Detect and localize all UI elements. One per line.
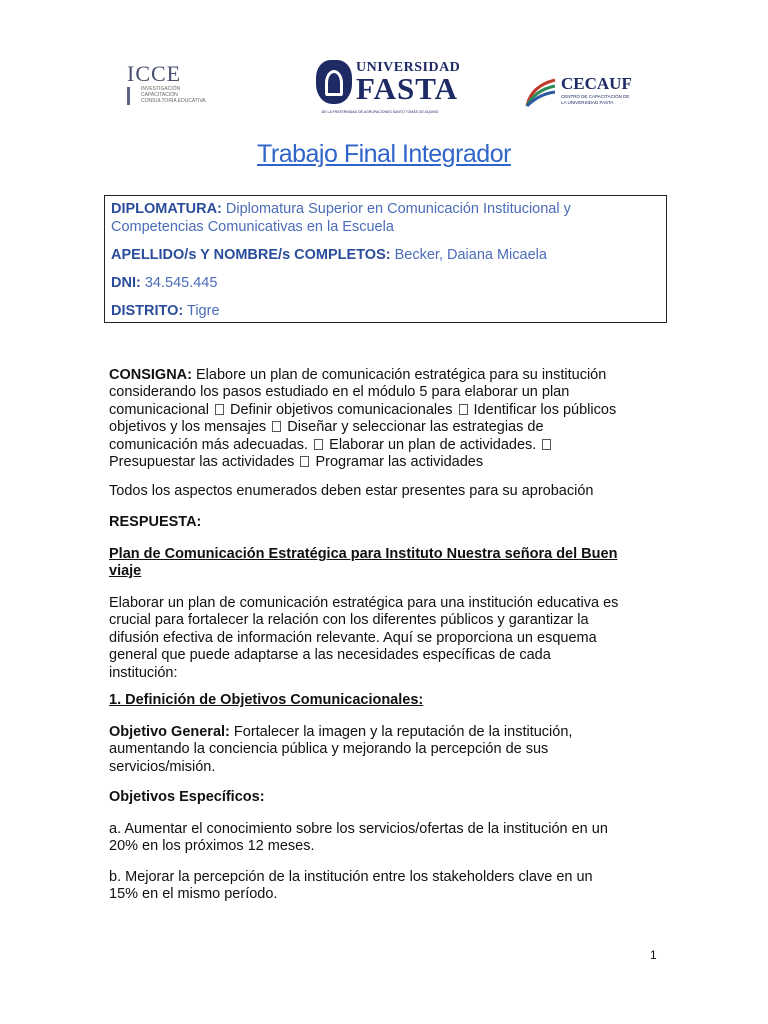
fasta-emblem-icon	[316, 60, 352, 104]
document-title: Trabajo Final Integrador	[257, 140, 511, 168]
icce-logo	[127, 63, 233, 111]
cecauf-logo-subtitle: CENTRO DE CAPACITACIÓN DE LA UNIVERSIDAD FASTA	[561, 94, 630, 105]
diplomatura-line2: Competencias Comunicativas en la Escuela	[111, 219, 394, 235]
objetivo-general-paragraph: Objetivo General: Fortalecer la imagen y la reputación de la institución, aumentando la conciencia pública y mejorando la percepción de sus servicios/misión.	[109, 724, 573, 775]
objetivo-item-a: a. Aumentar el conocimiento sobre los servicios/ofertas de la institución en un 20% en los próximos 12 meses.	[109, 821, 608, 855]
cecauf-logo	[525, 70, 635, 114]
section-1-heading: 1. Definición de Objetivos Comunicacionales:	[109, 692, 424, 708]
nombre-line: APELLIDO/s Y NOMBRE/s COMPLETOS: Becker, Daiana Micaela	[111, 247, 547, 263]
plan-title: Plan de Comunicación Estratégica para Instituto Nuestra señora del Buen viaje	[109, 546, 618, 580]
objetivo-item-b: b. Mejorar la percepción de la institución entre los stakeholders clave en un 15% en el mismo período.	[109, 869, 593, 903]
missing-glyph-icon	[314, 439, 323, 450]
icce-logo-bar	[127, 87, 140, 105]
fasta-logo-tagline: DE LA FRATERNIDAD DE AGRUPACIONES SANTO TOMÁS DE AQUINO	[321, 110, 439, 114]
intro-paragraph: Elaborar un plan de comunicación estratégica para una institución educativa es crucial para fortalecer la relación con los diferentes públicos y garantizar la difusión efectiva de información relevante. Aquí se proporciona un esquema general que puede adaptarse a las necesidades específicas de cada institución:	[109, 595, 619, 681]
cecauf-swoosh-icon	[525, 76, 557, 108]
icce-logo-mark: ICCE	[127, 61, 182, 86]
page-number: 1	[650, 948, 657, 962]
missing-glyph-icon	[542, 439, 551, 450]
dni-line: DNI: 34.545.445	[111, 275, 218, 291]
missing-glyph-icon	[272, 421, 281, 432]
cecauf-logo-name: CECAUF	[561, 74, 632, 93]
consigna-paragraph: CONSIGNA: Elabore un plan de comunicación estratégica para su institución considerando los pasos estudiado en el módulo 5 para elaborar un plan comunicacional Definir objetivos comunicacionales Identificar los públicos objetivos y los mensajes Diseñar y seleccionar las estrategias de comunicación más adecuadas. Elaborar un plan de actividades. Presupuestar las actividades Programar las actividades	[109, 367, 617, 471]
icce-logo-subtitle: INVESTIGACIÓN CAPACITACIÓN CONSULTORÍA EDUCATIVA	[141, 86, 206, 104]
universidad-fasta-logo	[316, 58, 461, 118]
respuesta-label: RESPUESTA:	[109, 514, 202, 530]
student-info-box	[104, 195, 667, 323]
diplomatura-line1: DIPLOMATURA: Diplomatura Superior en Comunicación Institucional y	[111, 201, 571, 217]
distrito-line: DISTRITO: Tigre	[111, 303, 220, 319]
missing-glyph-icon	[300, 456, 309, 467]
objetivos-especificos-label: Objetivos Específicos:	[109, 789, 265, 805]
missing-glyph-icon	[459, 404, 468, 415]
missing-glyph-icon	[215, 404, 224, 415]
fasta-logo-line2: FASTA	[356, 71, 459, 106]
fasta-logo-line1: UNIVERSIDAD	[356, 60, 461, 75]
aprobacion-text: Todos los aspectos enumerados deben estar presentes para su aprobación	[109, 483, 594, 499]
